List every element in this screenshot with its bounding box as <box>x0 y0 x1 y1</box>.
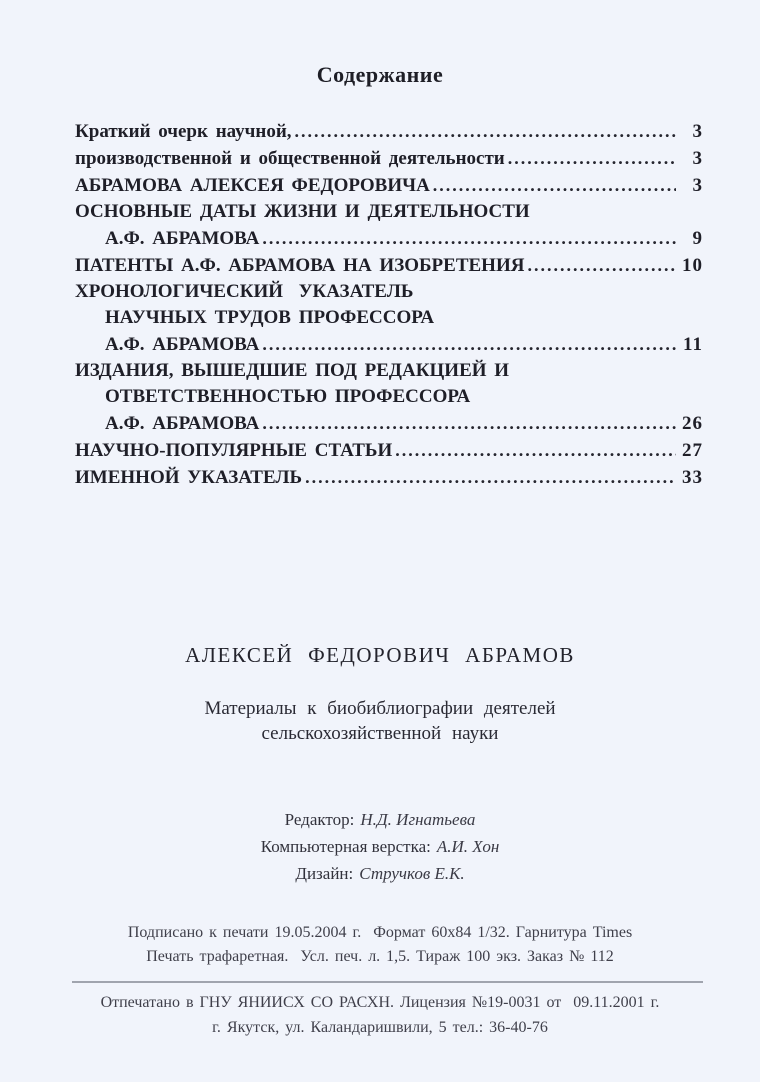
credit-layout <box>0 833 760 860</box>
credits-block <box>0 806 760 887</box>
toc-entry <box>75 252 703 279</box>
design-name: Стручков Е.К. <box>359 864 465 883</box>
printer-block <box>0 990 760 1040</box>
toc-entry-title: ОСНОВНЫЕ ДАТЫ ЖИЗНИ И ДЕЯТЕЛЬНОСТИ <box>75 201 530 222</box>
table-of-contents <box>75 118 703 491</box>
toc-entry-title: НАУЧНЫХ ТРУДОВ ПРОФЕССОРА <box>105 307 435 328</box>
toc-entry <box>75 199 703 225</box>
toc-entry <box>75 384 703 410</box>
toc-page-number: 3 <box>692 175 703 196</box>
dot-leader <box>433 172 676 198</box>
toc-entry-title: ИМЕННОЙ УКАЗАТЕЛЬ <box>75 467 303 488</box>
toc-entry-title: ПАТЕНТЫ А.Ф. АБРАМОВА НА ИЗОБРЕТЕНИЯ <box>75 255 525 276</box>
subtitle-line-1: Материалы к биобиблиографии деятелей <box>204 698 556 719</box>
dot-leader <box>508 145 676 171</box>
toc-page-number: 9 <box>692 228 703 249</box>
dot-leader <box>395 437 676 463</box>
toc-entry <box>75 172 703 199</box>
toc-entry-title: Краткий очерк научной, <box>75 121 292 142</box>
credit-design <box>0 860 760 887</box>
imprint-line-2: Печать трафаретная. Усл. печ. л. 1,5. Тираж 100 экз. Заказ № 112 <box>146 948 614 965</box>
toc-page-number: 27 <box>682 440 703 461</box>
layout-name: А.И. Хон <box>436 837 500 856</box>
dot-leader <box>262 410 676 436</box>
dot-leader <box>262 331 676 357</box>
toc-entry <box>75 145 703 172</box>
printer-line-1: Отпечатано в ГНУ ЯНИИСХ СО РАСХН. Лицензия №19-0031 от 09.11.2001 г. <box>100 994 660 1011</box>
imprint-line-1: Подписано к печати 19.05.2004 г. Формат 60х84 1/32. Гарнитура Times <box>127 924 633 941</box>
layout-label: Компьютерная верстка: <box>260 837 431 856</box>
toc-page-number: 10 <box>682 255 703 276</box>
toc-entry-title: АБРАМОВА АЛЕКСЕЯ ФЕДОРОВИЧА <box>75 175 430 196</box>
toc-entry-title: ОТВЕТСТВЕННОСТЬЮ ПРОФЕССОРА <box>105 386 471 407</box>
toc-page-number: 11 <box>683 334 703 355</box>
imprint-divider <box>72 981 703 983</box>
toc-entry-title: ИЗДАНИЯ, ВЫШЕДШИЕ ПОД РЕДАКЦИЕЙ И <box>75 360 510 381</box>
toc-page-number: 26 <box>682 413 703 434</box>
toc-entry <box>75 410 703 437</box>
toc-entry <box>75 464 703 491</box>
toc-entry <box>75 331 703 358</box>
toc-entry <box>75 437 703 464</box>
toc-entry-title: А.Ф. АБРАМОВА <box>105 228 260 249</box>
author-name: АЛЕКСЕЙ ФЕДОРОВИЧ АБРАМОВ <box>185 643 575 667</box>
toc-entry <box>75 305 703 331</box>
contents-heading: Содержание <box>316 62 444 87</box>
toc-entry-title: производственной и общественной деятельности <box>75 148 505 169</box>
toc-entry-title: НАУЧНО-ПОПУЛЯРНЫЕ СТАТЬИ <box>75 440 393 461</box>
toc-page-number: 3 <box>692 148 703 169</box>
toc-entry <box>75 358 703 384</box>
dot-leader <box>295 118 676 144</box>
toc-entry <box>75 225 703 252</box>
toc-entry-title: А.Ф. АБРАМОВА <box>105 413 260 434</box>
series-subtitle <box>0 696 760 746</box>
toc-entry-title: ХРОНОЛОГИЧЕСКИЙ УКАЗАТЕЛЬ <box>75 281 414 302</box>
editor-name: Н.Д. Игнатьева <box>360 810 476 829</box>
credit-editor <box>0 806 760 833</box>
toc-page-number: 3 <box>692 121 703 142</box>
toc-entry-title: А.Ф. АБРАМОВА <box>105 334 260 355</box>
toc-page-number: 33 <box>682 467 703 488</box>
design-label: Дизайн: <box>295 864 354 883</box>
subtitle-line-2: сельскохозяйственной науки <box>261 723 499 744</box>
dot-leader <box>527 252 676 278</box>
toc-entry <box>75 279 703 305</box>
imprint-block <box>0 921 760 969</box>
editor-label: Редактор: <box>284 810 355 829</box>
toc-entry <box>75 118 703 145</box>
dot-leader <box>262 225 676 251</box>
title-block <box>0 643 760 746</box>
printer-line-2: г. Якутск, ул. Каландаришвили, 5 тел.: 36-40-76 <box>212 1019 548 1036</box>
dot-leader <box>305 464 676 490</box>
